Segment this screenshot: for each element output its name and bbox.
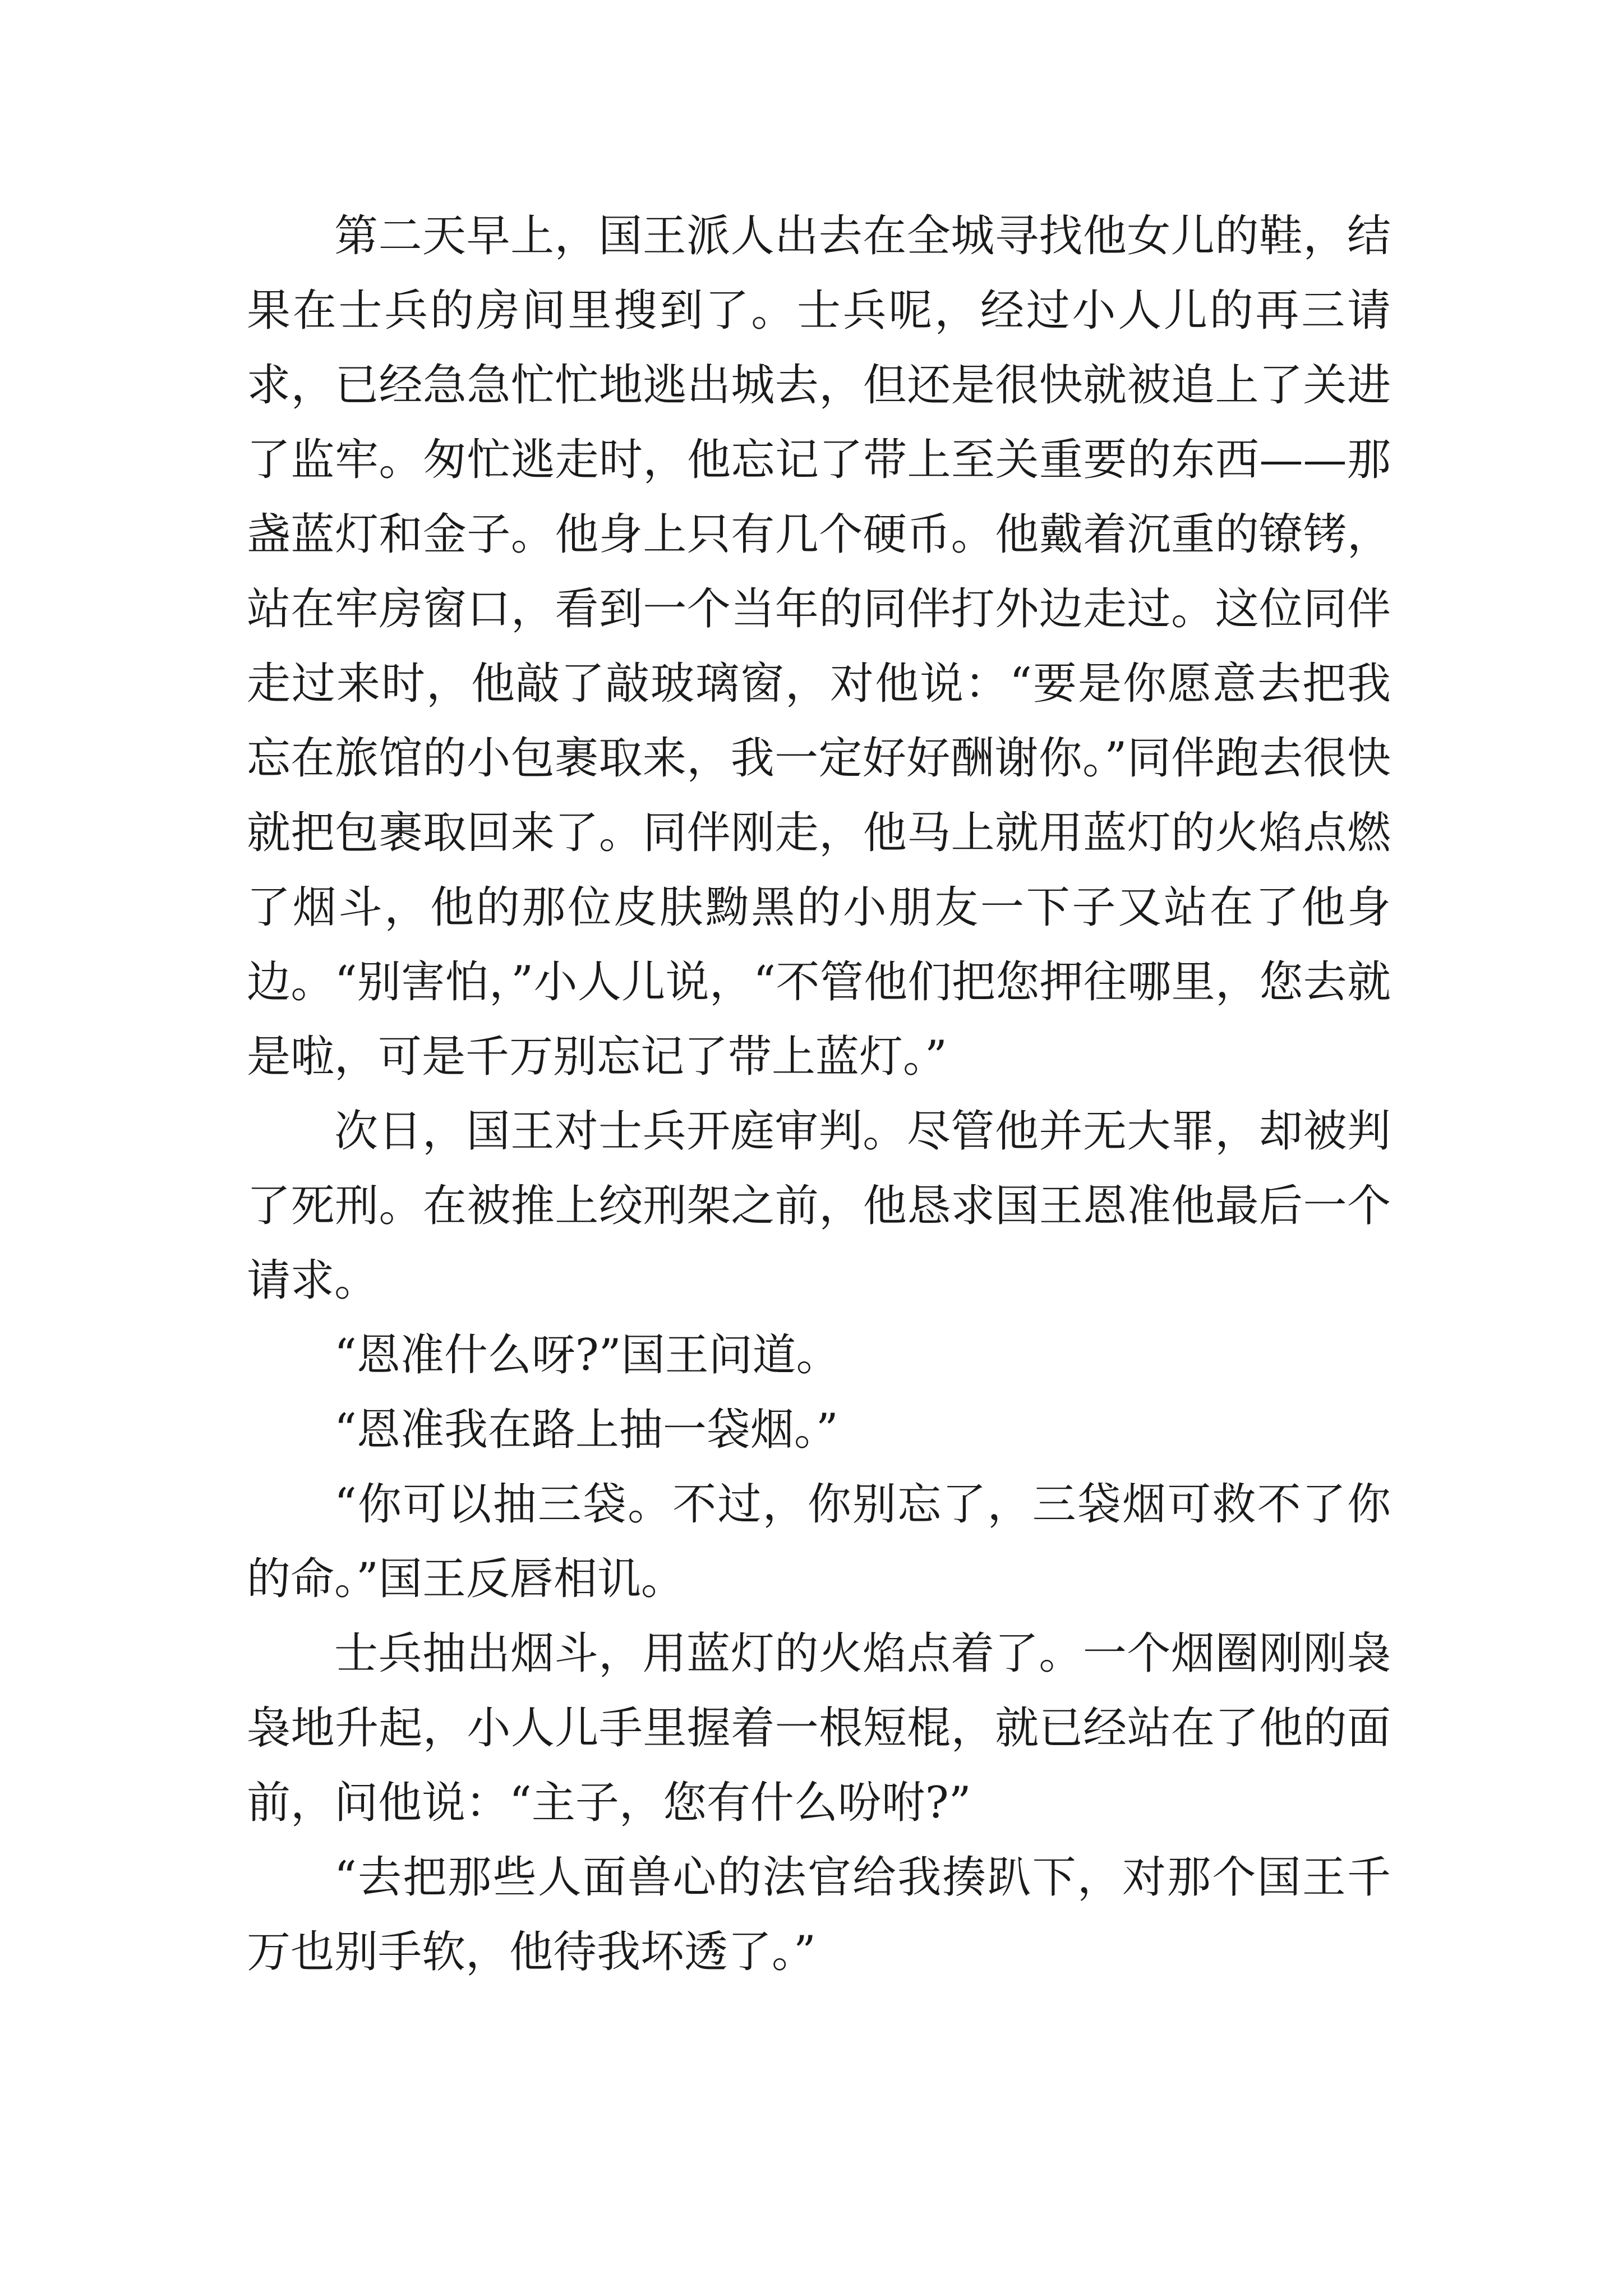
story-text (247, 199, 1391, 1990)
paragraph-7: “去把那些人面兽心的法官给我揍趴下，对那个国王千万也别手软，他待我坏透了。” (247, 1852, 1391, 1977)
paragraph-6: 士兵抽出烟斗，用蓝灯的火焰点着了。一个烟圈刚刚袅袅地升起，小人儿手里握着一根短棍，就已经站在了他的面前，问他说：“主子，您有什么吩咐?” (247, 1628, 1391, 1828)
paragraph-3: “恩准什么呀?”国王问道。 (334, 1330, 840, 1381)
paragraph-2: 次日，国王对士兵开庭审判。尽管他并无大罪，却被判了死刑。在被推上绞刑架之前，他恳求国王恩准他最后一个请求。 (247, 1106, 1391, 1306)
paragraph-1: 第二天早上，国王派人出去在全城寻找他女儿的鞋，结果在士兵的房间里搜到了。士兵呢，经过小人儿的再三请求，已经急急忙忙地逃出城去，但还是很快就被追上了关进了监牢。匆忙逃走时，他忘记了带上至关重要的东西——那盏蓝灯和金子。他身上只有几个硬币。他戴着沉重的镣铐，站在牢房窗口，看到一个当年的同伴打外边走过。这位同伴走过来时，他敲了敲玻璃窗，对他说：“要是你愿意去把我忘在旅馆的小包裹取来，我一定好好酬谢你。”同伴跑去很快就把包裹取回来了。同伴刚走，他马上就用蓝灯的火焰点燃了烟斗，他的那位皮肤黝黑的小朋友一下子又站在了他身边。“别害怕，”小人儿说，“不管他们把您押往哪里，您去就是啦，可是千万别忘记了带上蓝灯。” (247, 211, 1391, 1082)
paragraph-4: “恩准我在路上抽一袋烟。” (334, 1405, 838, 1455)
paragraph-5: “你可以抽三袋。不过，你别忘了，三袋烟可救不了你的命。”国王反唇相讥。 (247, 1479, 1391, 1604)
